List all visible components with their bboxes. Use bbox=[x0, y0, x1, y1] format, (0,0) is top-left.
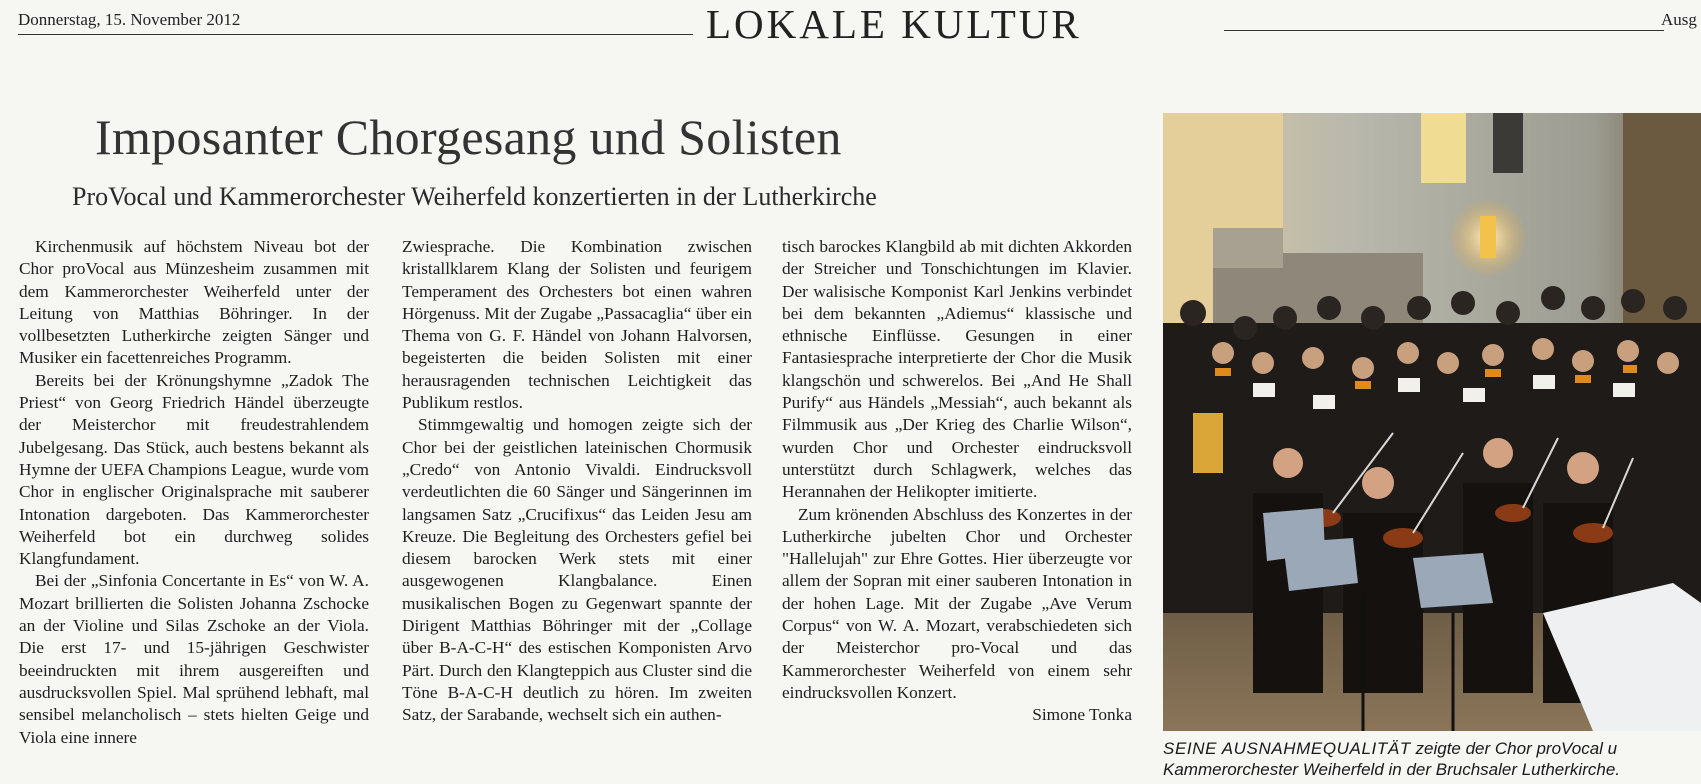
section-rubric: LOKALE KULTUR bbox=[706, 1, 1082, 47]
article-column-3 bbox=[782, 236, 1132, 784]
header-rule-left bbox=[18, 34, 693, 35]
paragraph: Kirchenmusik auf höchstem Niveau bot der Chor proVocal aus Münzesheim zusammen mit dem Kammerorchester Weiherfeld unter der Leitung von Matthias Böhringer. In der vollbesetzten Lutherkirche zeigten Sänger und Musiker ein facettenreiches Programm. bbox=[19, 237, 369, 368]
article-headline: Imposanter Chorgesang und Solisten bbox=[95, 109, 842, 165]
paragraph: Zwiesprache. Die Kombination zwischen kristallklarem Klang der Solisten und feurigem Temperament des Orchesters bot einen wahren Hörgenuss. Mit der Zugabe „Passacaglia“ über ein Thema von G. F. Händel von Johann Halvorsen, begeisterten die beiden Solisten mit einer herausragenden technischen Leichtigkeit das Publikum restlos. bbox=[402, 237, 752, 413]
paragraph: Stimmgewaltig und homogen zeigte sich der Chor bei der geistlichen lateinischen Chormusik „Credo“ von Antonio Vivaldi. Eindrucksvoll verdeutlichten die 60 Sänger und Sängerinnen im langsamen Satz „Crucifixus“ das Leiden Jesu am Kreuze. Die Begleitung des Orchesters gefiel bei diesem barocken Werk stets mit einer ausgewogenen Klangbalance. Einen musikalischen Bogen zu Gegenwart spannte der Dirigent Matthias Böhringer mit der „Collage über B-A-C-H“ des estischen Komponisten Arvo Pärt. Durch den Klangteppich aus Cluster sind die Töne B-A-C-H deutlich zu hören. Im zweiten Satz, der Sarabande, wechselt sich ein authen- bbox=[402, 415, 752, 725]
concert-photo bbox=[1163, 113, 1701, 731]
header-rule-right bbox=[1224, 30, 1664, 31]
edition-label: Ausg bbox=[1661, 10, 1697, 29]
article-column-2 bbox=[402, 236, 752, 784]
caption-line2: Kammerorchester Weiherfeld in der Bruchsaler Lutherkirche. bbox=[1163, 760, 1620, 779]
concert-photo-icon bbox=[1163, 113, 1701, 731]
author-signature: Simone Tonka bbox=[1032, 705, 1132, 725]
issue-date: Donnerstag, 15. November 2012 bbox=[18, 10, 241, 29]
page-header bbox=[18, 2, 1701, 46]
caption-lead: SEINE AUSNAHMEQUALITÄT bbox=[1163, 739, 1411, 758]
paragraph: tisch barockes Klangbild ab mit dichten Akkorden der Streicher und Tonschichtungen im Klavier. Der walisische Komponist Karl Jenkins verbindet bei dem bekannten „Adiemus“ klassische und ethnische Einflüsse. Gesungen in einer Fantasiesprache interpretierte der Chor die Musik klangschön und schwerelos. Bei „And He Shall Purify“ aus Händels „Messiah“, auch bekannt als Filmmusik aus „Der Krieg des Charlie Wilson“, wurden Chor und Orchester eindrucksvoll unterstützt durch Schlagwerk, welches das Herannahen der Helikopter imitierte. bbox=[782, 237, 1132, 502]
photo-caption bbox=[1163, 738, 1701, 784]
caption-line1: zeigte der Chor proVocal u bbox=[1410, 739, 1618, 758]
paragraph: Zum krönenden Abschluss des Konzertes in der Lutherkirche jubelten Chor und Orchester "Hallelujah" zur Ehre Gottes. Hier überzeugte vor allem der Sopran mit einer sauberen Intonation in der hohen Lage. Mit der Zugabe „Ave Verum Corpus“ von W. A. Mozart, verabschiedeten sich der Meisterchor pro-Vocal und das Kammerorchester Weiherfeld von einem sehr eindrucksvollen Konzert. bbox=[782, 504, 1132, 702]
paragraph: Bei der „Sinfonia Concertante in Es“ von W. A. Mozart brillierten die Solisten Johanna Zschocke an der Violine und Silas Zschoke an der Viola. Die erst 17- und 15-jährigen Geschwister beeindruckten mit ihrem ausgereiften und ausdrucksvollen Spiel. Mal sprühend lebhaft, mal sensibel melancholisch – stets hielten Geige und Viola eine innere bbox=[19, 571, 369, 747]
article-subheadline: ProVocal und Kammerorchester Weiherfeld konzertierten in der Lutherkirche bbox=[72, 182, 877, 211]
paragraph: Bereits bei der Krönungshymne „Zadok The Priest“ von Georg Friedrich Händel überzeugte der Meisterchor mit freudestrahlendem Jubelgesang. Das Stück, auch bestens bekannt als Hymne der UEFA Champions League, wurde vom Chor in englischer Originalsprache mit sauberer Intonation dargeboten. Das Kammerorchester Weiherfeld bot ein durchweg solides Klangfundament. bbox=[19, 370, 369, 569]
article-column-1 bbox=[19, 236, 369, 784]
